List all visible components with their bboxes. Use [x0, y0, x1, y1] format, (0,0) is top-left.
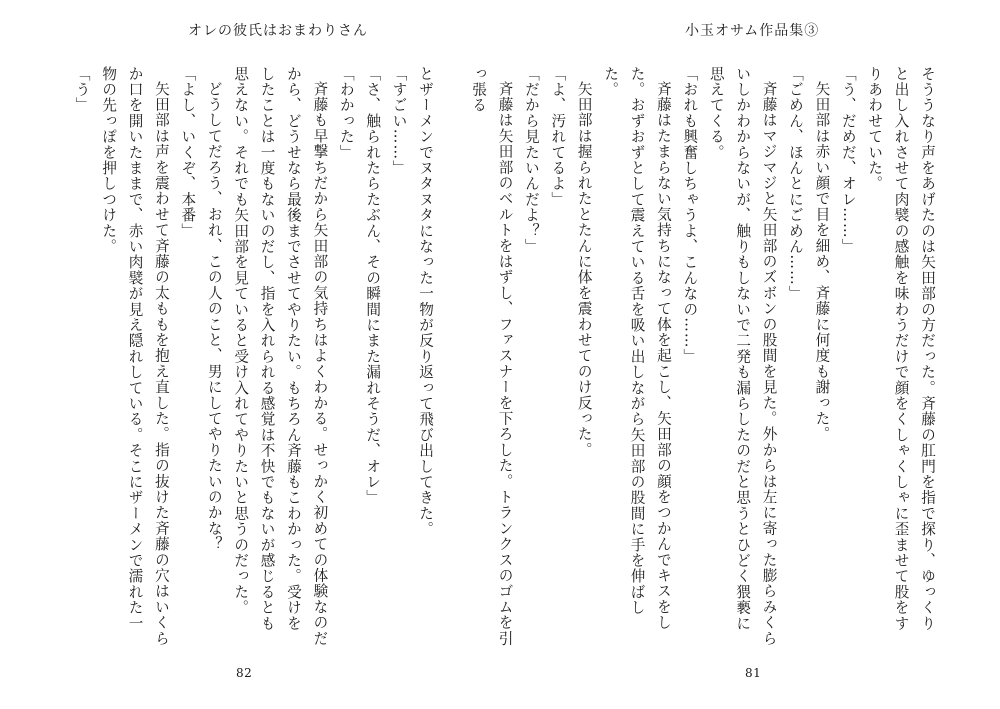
paragraph: 「ごめん、ほんとにごめん……」 [786, 66, 804, 302]
running-head: 小玉オサム作品集③ [685, 23, 820, 39]
body-text [38, 66, 438, 646]
paragraph: 斉藤はマジマジと矢田部のズボンの股間を見た。外からは左に寄った膨らみくらいしかわからないが、触りもしないで二発も漏らしたのだと思うとひどく猥褻に思えてくる。 [707, 66, 778, 646]
paragraph: 斉藤はたまらない気持ちになって体を起こし、矢田部の顔をつかんでキスをした。おずおずとして震えている舌を吸い出しながら矢田部の股間に手を伸ばした。 [602, 66, 672, 631]
paragraph: 「さ、触られたらたぶん、その瞬間にまた漏れそうだ、オレ」 [364, 66, 382, 506]
paragraph: 斉藤は矢田部のベルトをはずし、ファスナーを下ろした。トランクスのゴムを引っ張る [470, 66, 514, 646]
paragraph: 「う、だめだ、オレ……」 [839, 66, 857, 255]
paragraph: 斉藤も早撃ちだから矢田部の気持ちはよくわかる。せっかく初めての体験なのだから、どうせなら最後までさせてやりたい。もちろん斉藤もこわかった。受けをしたことは一度もないのだし、指を入れられる感覚は不快でもないが感じるとも思えない。それでも矢田部を見ていると受け入れてやりたいと思うのだった。 [232, 66, 329, 646]
paragraph: 「よ、汚れてるよ」 [549, 66, 567, 208]
paragraph: 「わかった」 [337, 66, 355, 161]
paragraph: 「よし、いくぞ、本番」 [179, 66, 197, 239]
paragraph: 矢田部は声を震わせて斉藤の太ももを抱え直した。指の抜けた斉藤の穴はいくらか口を開いたままで、赤い肉襞が見え隠れしている。そこにザーメンで濡れた一物の先っぽを押しつけた。 [100, 66, 170, 646]
paragraph: 「すごい……」 [390, 66, 408, 176]
page-number: 82 [236, 666, 253, 680]
paragraph: 「だから見たいんだよ？」 [522, 66, 540, 255]
paragraph: どうしてだろう、おれ、この人のこと、男にしてやりたいのかな？ [205, 80, 223, 552]
right-page [470, 0, 1000, 709]
paragraph: 「おれも興奮しちゃうよ、こんなの……」 [681, 66, 699, 365]
body-text [470, 66, 940, 646]
page-number: 81 [745, 666, 762, 680]
paragraph: 矢田部は赤い顔で目を細め、斉藤に何度も謝った。 [813, 80, 831, 442]
paragraph: 「う」 [73, 66, 91, 114]
running-head: オレの彼氏はおまわりさん [188, 23, 368, 39]
paragraph: 矢田部は握られたとたんに体を震わせてのけ反った。 [575, 80, 593, 458]
paragraph: そううなり声をあげたのは矢田部の方だった。斉藤の肛門を指で探り、ゆっくりと出し入れさせて肉襞の感触を味わうだけで顔をくしゃくしゃに歪ませて股をすりあわせていた。 [866, 66, 936, 632]
paragraph: とザーメンでヌタヌタになった一物が反り返って飛び出してきた。 [417, 66, 434, 537]
